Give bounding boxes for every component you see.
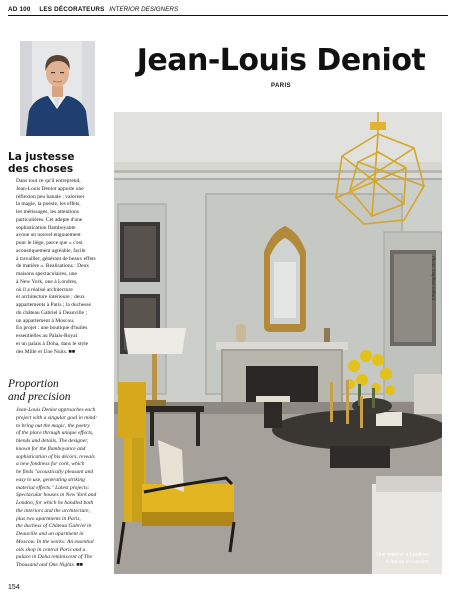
french-body-line: de matière ». Réalisations : Deux <box>16 263 90 270</box>
french-body-line: particulières. Cet adepte d'une <box>16 216 83 223</box>
english-heading <box>8 378 112 403</box>
english-body-line: blends and details. The designer, <box>16 438 89 444</box>
photo-caption <box>364 552 430 566</box>
english-body-line: the duchess of Château Gabriel in <box>16 523 92 530</box>
english-body-line: Deauville and an apartment in <box>16 531 84 537</box>
french-body-line: du château Gabriel à Deauville ; <box>16 309 88 316</box>
french-heading-line: La justesse <box>8 151 75 163</box>
english-body-line: a new fondness for cork, which <box>16 461 85 468</box>
english-body <box>16 407 108 570</box>
french-body-line: essentielles au Palais-Royal <box>16 333 78 339</box>
english-heading-line: and precision <box>8 390 71 403</box>
english-body-line: Spectacular houses in New York and <box>16 492 97 499</box>
french-body-line: acoustiquement agréable, facile <box>16 247 86 254</box>
french-body-line: maisons spectaculaires, une <box>16 271 77 277</box>
french-body-line: et un palais à Doha, dans le style <box>16 340 89 347</box>
french-body-line: pour le liège, parce que « c'est <box>16 240 83 246</box>
english-heading-line: Proportion <box>8 378 59 390</box>
english-body-line: project with a singular goal in mind: <box>16 414 98 421</box>
designer-city: PARIS <box>271 83 291 89</box>
english-body-line: plus two apartments in Paris, <box>16 515 81 522</box>
french-body <box>16 178 108 356</box>
english-body-line: palace in Doha reminiscent of The <box>16 554 93 561</box>
french-body-line: à travailler, générant de beaux effets <box>16 255 96 262</box>
english-body-line: sophistication of his décors, reveals <box>16 453 95 460</box>
english-body-line: to bring out the magic, the poetry <box>16 422 90 429</box>
french-heading <box>8 152 108 175</box>
interior-photo <box>114 112 442 574</box>
photo-credit: Photo Stephan Julliard <box>431 256 436 301</box>
french-body-line: réflexion peu banale : valoriser <box>16 193 85 200</box>
english-body-line: he finds "acoustically pleasant and <box>16 469 94 475</box>
english-body-line: material effects." Latest projects: <box>16 484 90 491</box>
designer-name: Jean-Louis Deniot <box>136 43 426 78</box>
french-body-line: Dans tout ce qu'il entreprend, <box>16 178 81 184</box>
french-body-line: où il a réalisé architecture <box>16 286 73 293</box>
french-body-line: avoue un nouvel engouement <box>16 232 81 239</box>
english-body-line: London, for which he handled both <box>16 500 94 506</box>
english-body-line: Moscow. In the works: An essential <box>16 538 94 545</box>
french-body-line: et architecture intérieure ; deux <box>16 294 85 301</box>
english-body-line: of the place through unique effects, <box>16 430 94 437</box>
french-body-line: les métissages, les attentions <box>16 209 79 215</box>
french-body-line: appartements à Paris ; la duchesse <box>16 302 91 308</box>
english-body-line: known for the flamboyance and <box>16 445 86 452</box>
french-body-line: un appartement à Moscou. <box>16 317 75 324</box>
french-body-line: la magie, la poésie, les effets, <box>16 201 81 208</box>
designer-portrait <box>20 41 95 136</box>
section-label: AD 100 <box>8 6 31 13</box>
english-body-line: Thousand and One Nights. ■■ <box>16 562 83 568</box>
french-heading-line: des choses <box>8 162 74 175</box>
french-body-line: En projet : une boutique d'huiles <box>16 325 88 332</box>
english-body-line: easy to use, generating striking <box>16 476 85 483</box>
english-body-line: the interiors and the architecture, <box>16 507 90 514</box>
english-body-line: oils shop in central Paris and a <box>16 546 86 553</box>
header-rule <box>8 15 448 16</box>
series-label: LES DÉCORATEURS <box>39 6 105 13</box>
caption-french: Une maison à Londres. <box>376 552 430 558</box>
caption-english: A house in London. <box>385 559 430 565</box>
french-body-line: à New York, une à Londres, <box>16 278 78 285</box>
series-subtitle: INTERIOR DESIGNERS <box>109 6 179 13</box>
page-number: 154 <box>8 584 20 591</box>
french-body-line: sophistication flamboyante <box>16 224 76 231</box>
french-body-line: des Mille et Une Nuits. ■■ <box>16 348 76 355</box>
french-body-line: Jean-Louis Deniot apporte une <box>16 185 84 192</box>
english-body-line: Jean-Louis Deniot approaches each <box>16 407 96 413</box>
